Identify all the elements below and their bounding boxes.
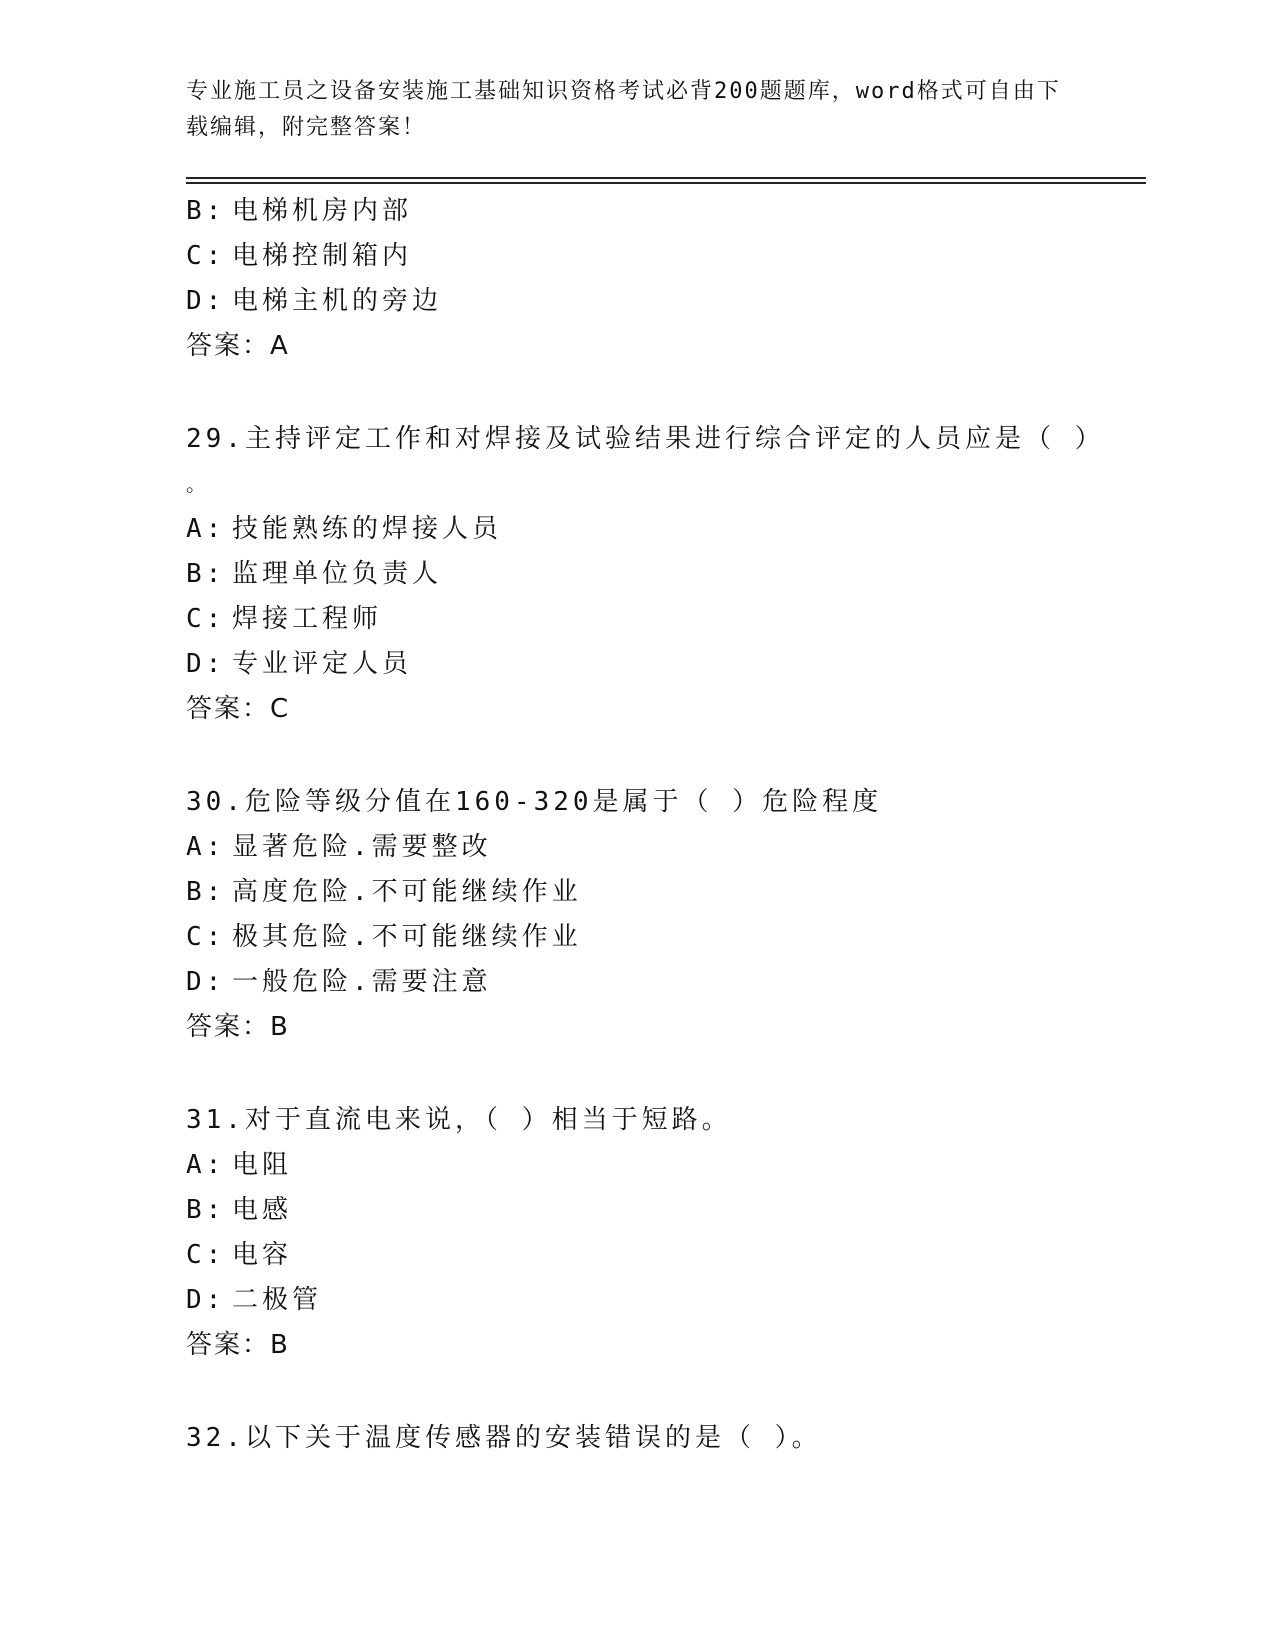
- option-d: [186, 279, 1066, 324]
- question-block-32: [186, 1416, 1066, 1461]
- question-stem: 29.主持评定工作和对焊接及试验结果进行综合评定的人员应是（ ）: [186, 424, 1105, 454]
- question-block-29: [186, 417, 1105, 732]
- option-text: 电梯机房内部: [232, 196, 413, 226]
- question-stem: 30.危险等级分值在160-320是属于（ ）危险程度: [186, 787, 883, 817]
- answer-line: 答案：C: [186, 694, 291, 724]
- option-text: 专业评定人员: [232, 649, 413, 679]
- option-a: [186, 1143, 1066, 1188]
- question-list: [186, 189, 1105, 1461]
- option-text: 一般危险.需要注意: [232, 967, 492, 997]
- option-a: [186, 825, 1066, 870]
- header-divider-top: [186, 177, 1146, 179]
- option-b: [186, 552, 1066, 597]
- option-text: 监理单位负责人: [232, 559, 443, 589]
- option-key: B:: [186, 196, 226, 226]
- option-c: [186, 1233, 1066, 1278]
- spacer: [186, 1368, 1066, 1416]
- answer-line: 答案：A: [186, 331, 290, 361]
- question-block-31: [186, 1098, 1066, 1368]
- option-text: 焊接工程师: [232, 604, 383, 634]
- option-key: A:: [186, 1150, 226, 1180]
- spacer: [186, 369, 1066, 417]
- option-text: 电梯主机的旁边: [232, 286, 443, 316]
- option-text: 技能熟练的焊接人员: [232, 514, 503, 544]
- option-b: [186, 189, 1066, 234]
- option-text: 电梯控制箱内: [232, 241, 413, 271]
- option-key: C:: [186, 241, 226, 271]
- option-key: D:: [186, 967, 226, 997]
- option-key: C:: [186, 604, 226, 634]
- question-stem-continuation: 。: [186, 472, 210, 496]
- option-key: D:: [186, 1285, 226, 1315]
- spacer: [186, 732, 1066, 780]
- header-divider-bottom: [186, 182, 1146, 184]
- question-block-30: [186, 780, 1066, 1050]
- question-stem: 32.以下关于温度传感器的安装错误的是（ ）。: [186, 1423, 822, 1453]
- option-c: [186, 234, 1066, 279]
- option-key: A:: [186, 832, 226, 862]
- option-key: D:: [186, 286, 226, 316]
- option-c: [186, 597, 1066, 642]
- option-text: 极其危险.不可能继续作业: [232, 922, 582, 952]
- option-text: 高度危险.不可能继续作业: [232, 877, 582, 907]
- option-b: [186, 1188, 1066, 1233]
- option-text: 显著危险.需要整改: [232, 832, 492, 862]
- option-d: [186, 960, 1066, 1005]
- option-text: 电容: [232, 1240, 293, 1270]
- option-b: [186, 870, 1066, 915]
- option-text: 电感: [232, 1195, 293, 1225]
- option-key: C:: [186, 922, 226, 952]
- option-key: D:: [186, 649, 226, 679]
- option-d: [186, 642, 1066, 687]
- option-text: 二极管: [232, 1285, 323, 1315]
- answer-line: 答案：B: [186, 1012, 290, 1042]
- answer-line: 答案：B: [186, 1330, 290, 1360]
- question-stem: 31.对于直流电来说，（ ）相当于短路。: [186, 1105, 732, 1135]
- option-key: B:: [186, 1195, 226, 1225]
- option-key: C:: [186, 1240, 226, 1270]
- page-header-title: 专业施工员之设备安装施工基础知识资格考试必背200题题库，word格式可自由下载编辑，附完整答案！: [186, 79, 1061, 140]
- option-d: [186, 1278, 1066, 1323]
- option-text: 电阻: [232, 1150, 293, 1180]
- question-block-28: [186, 189, 1066, 369]
- spacer: [186, 1050, 1066, 1098]
- option-key: B:: [186, 559, 226, 589]
- option-a: [186, 507, 1066, 552]
- option-c: [186, 915, 1066, 960]
- option-key: B:: [186, 877, 226, 907]
- option-key: A:: [186, 514, 226, 544]
